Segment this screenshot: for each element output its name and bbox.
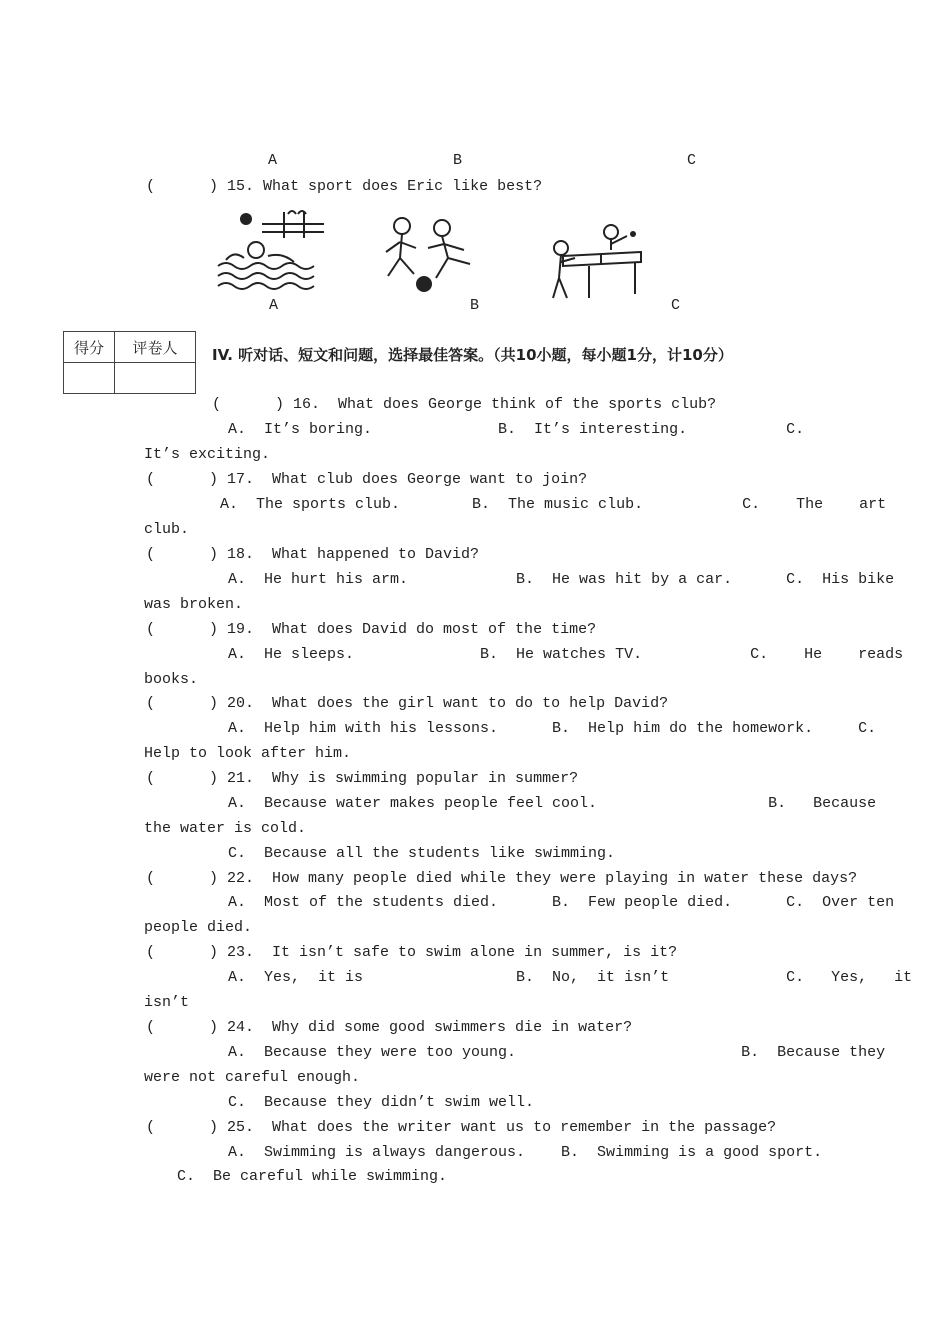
question-text: What sport does Eric like best? [263, 178, 543, 195]
q21-options: A. Because water makes people feel cool. B. Because [228, 795, 877, 812]
q23-options: A. Yes, it is B. No, it isn’t C. Yes, it [228, 969, 913, 986]
q17-options: A. The sports club. B. The music club. C. The art [220, 496, 887, 513]
question-20: ( ) 20. What does the girl want to do to help David? [146, 695, 669, 712]
question-22: ( ) 22. How many people died while they were playing in water these days? [146, 870, 858, 887]
q17-options-cont: club. [144, 521, 190, 538]
grader-header: 评卷人 [115, 332, 196, 363]
prev-option-label-b: B [453, 152, 463, 169]
question-19: ( ) 19. What does David do most of the time? [146, 621, 597, 638]
prev-option-label-c: C [687, 152, 697, 169]
question-23: ( ) 23. It isn’t safe to swim alone in summer, is it? [146, 944, 678, 961]
q22-options-cont: people died. [144, 919, 253, 936]
q19-options-cont: books. [144, 671, 199, 688]
q24-option-c: C. Because they didn’t swim well. [228, 1094, 535, 1111]
score-table [63, 331, 196, 394]
table-tennis-picture [549, 218, 647, 302]
question-number: ( ) 15. [146, 178, 255, 195]
q25-options: A. Swimming is always dangerous. B. Swimming is a good sport. [228, 1144, 823, 1161]
q15-option-label-c: C [671, 297, 681, 314]
question-17: ( ) 17. What club does George want to join? [146, 471, 588, 488]
q18-options: A. He hurt his arm. B. He was hit by a car. C. His bike [228, 571, 895, 588]
q20-options-cont: Help to look after him. [144, 745, 352, 762]
q24-options-cont: were not careful enough. [144, 1069, 361, 1086]
q21-options-cont: the water is cold. [144, 820, 307, 837]
football-picture [380, 214, 486, 296]
grader-cell[interactable] [115, 363, 196, 394]
q23-options-cont: isn’t [144, 994, 190, 1011]
q20-options: A. Help him with his lessons. B. Help him do the homework. C. [228, 720, 877, 737]
swimming-picture [214, 208, 328, 292]
prev-option-label-a: A [268, 152, 278, 169]
q25-option-c: C. Be careful while swimming. [177, 1168, 448, 1185]
question-18: ( ) 18. What happened to David? [146, 546, 480, 563]
question-21: ( ) 21. Why is swimming popular in summer? [146, 770, 579, 787]
q15-option-label-b: B [470, 297, 480, 314]
q18-options-cont: was broken. [144, 596, 244, 613]
question-16: ( ) 16. What does George think of the sports club? [212, 396, 717, 413]
section-title: IV. 听对话、短文和问题，选择最佳答案。（共10小题，每小题1分，计10分） [212, 346, 733, 364]
question-25: ( ) 25. What does the writer want us to remember in the passage? [146, 1119, 777, 1136]
score-cell[interactable] [64, 363, 115, 394]
q16-options: A. It’s boring. B. It’s interesting. C. [228, 421, 805, 438]
q22-options: A. Most of the students died. B. Few people died. C. Over ten [228, 894, 895, 911]
q21-option-c: C. Because all the students like swimming. [228, 845, 616, 862]
question-24: ( ) 24. Why did some good swimmers die in water? [146, 1019, 633, 1036]
question-15 [146, 177, 542, 197]
q24-options: A. Because they were too young. B. Because they [228, 1044, 886, 1061]
score-header: 得分 [64, 332, 115, 363]
q15-option-label-a: A [269, 297, 279, 314]
q16-options-cont: It’s exciting. [144, 446, 271, 463]
q19-options: A. He sleeps. B. He watches TV. C. He reads [228, 646, 904, 663]
